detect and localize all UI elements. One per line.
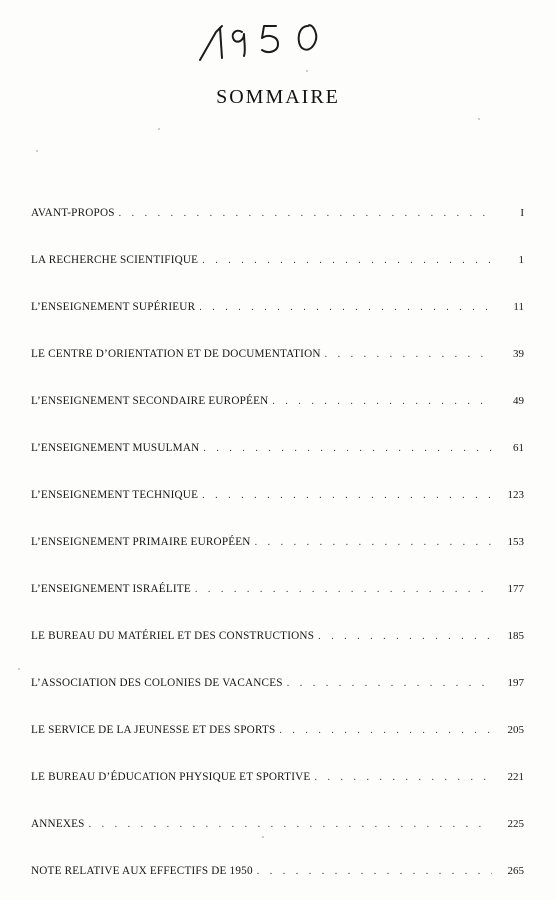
toc-entry [31,392,524,410]
toc-entry-label: LE BUREAU DU MATÉRIEL ET DES CONSTRUCTIONS [31,630,315,642]
toc-entry-label: AVANT-PROPOS [31,207,115,219]
handwritten-year-drawing [192,8,342,68]
toc-entry-label: ANNEXES [31,818,85,830]
toc-entry [31,862,524,880]
toc-entry-page-number: 197 [507,677,524,689]
toc-entry [31,768,524,786]
toc-entry [31,439,524,457]
toc-dot-leader [195,581,492,599]
toc-dot-leader [257,863,492,881]
toc-entry [31,204,524,222]
toc-entry-label: L’ENSEIGNEMENT SECONDAIRE EUROPÉEN [31,395,269,407]
toc-dot-leader [279,722,492,740]
toc-entry-page-number: 1 [518,254,524,266]
toc-entry-page-number: 185 [507,630,524,642]
toc-entry [31,674,524,692]
toc-entry-label: L’ENSEIGNEMENT MUSULMAN [31,442,200,454]
toc-entry [31,627,524,645]
toc-dot-leader [287,675,492,693]
toc-entry [31,721,524,739]
toc-dot-leader [318,628,492,646]
paper-speck [158,128,160,130]
toc-entry-label: L’ASSOCIATION DES COLONIES DE VACANCES [31,677,283,689]
toc-entry [31,345,524,363]
toc-entry [31,298,524,316]
toc-entry-label: L’ENSEIGNEMENT SUPÉRIEUR [31,301,196,313]
toc-entry-page-number: 225 [507,818,524,830]
toc-entry-page-number: 39 [513,348,524,360]
toc-dot-leader [202,252,492,270]
toc-entry-page-number: 123 [507,489,524,501]
toc-entry-label: L’ENSEIGNEMENT ISRAÉLITE [31,583,191,595]
toc-dot-leader [119,205,492,223]
toc-entry-page-number: 177 [507,583,524,595]
toc-entry-page-number: 11 [513,301,524,313]
toc-entry [31,486,524,504]
toc-entry-label: LE BUREAU D’ÉDUCATION PHYSIQUE ET SPORTIVE [31,771,311,783]
toc-entry-label: NOTE RELATIVE AUX EFFECTIFS DE 1950 [31,865,253,877]
toc-entry-label: LE SERVICE DE LA JEUNESSE ET DES SPORTS [31,724,276,736]
paper-speck [262,836,264,838]
toc-entry-page-number: I [520,207,524,219]
toc-entry [31,251,524,269]
paper-speck [18,668,20,670]
toc-entry [31,580,524,598]
toc-dot-leader [314,769,492,787]
toc-entry-page-number: 49 [513,395,524,407]
toc-entry-label: LE CENTRE D’ORIENTATION ET DE DOCUMENTATION [31,348,321,360]
toc-dot-leader [272,393,492,411]
handwritten-year-annotation [192,8,342,68]
toc-entry-label: L’ENSEIGNEMENT TECHNIQUE [31,489,199,501]
toc-dot-leader [325,346,492,364]
toc-dot-leader [199,299,492,317]
paper-speck [478,118,480,120]
toc-entry [31,815,524,833]
toc-entry-page-number: 61 [513,442,524,454]
toc-entry [31,533,524,551]
page-title: SOMMAIRE [216,86,340,108]
toc-entry-page-number: 205 [507,724,524,736]
toc-entry-page-number: 221 [507,771,524,783]
toc-entry-page-number: 265 [507,865,524,877]
toc-entry-label: LA RECHERCHE SCIENTIFIQUE [31,254,199,266]
paper-speck [36,150,38,152]
toc-dot-leader [89,816,492,834]
toc-dot-leader [202,487,492,505]
toc-entry-page-number: 153 [507,536,524,548]
paper-speck [306,70,308,72]
toc-entry-label: L’ENSEIGNEMENT PRIMAIRE EUROPÉEN [31,536,251,548]
toc-dot-leader [255,534,492,552]
toc-dot-leader [203,440,492,458]
